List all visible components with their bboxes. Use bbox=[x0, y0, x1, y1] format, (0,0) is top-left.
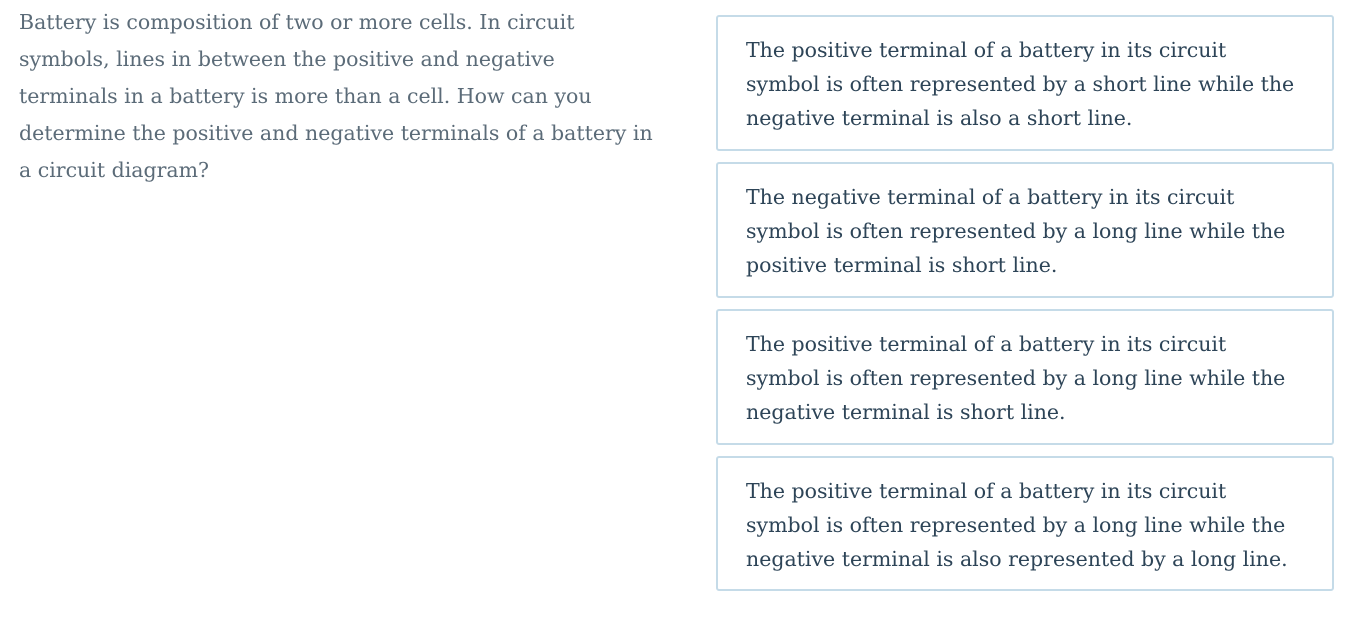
question-text: Battery is composition of two or more cells. In circuit symbols, lines in between the positive and negative terminals in a battery is more than a cell. How can you determine the positive and negative terminals of a battery in a circuit diagram? bbox=[19, 10, 653, 182]
answer-option-3[interactable]: The positive terminal of a battery in its circuit symbol is often represented by a long line while the negative terminal is short line. bbox=[716, 309, 1334, 445]
answer-option-2[interactable]: The negative terminal of a battery in its circuit symbol is often represented by a long line while the positive terminal is short line. bbox=[716, 162, 1334, 298]
answer-options bbox=[716, 15, 1334, 602]
answer-option-1[interactable]: The positive terminal of a battery in its circuit symbol is often represented by a short line while the negative terminal is also a short line. bbox=[716, 15, 1334, 151]
answer-option-4[interactable]: The positive terminal of a battery in its circuit symbol is often represented by a long line while the negative terminal is also represented by a long line. bbox=[716, 456, 1334, 591]
